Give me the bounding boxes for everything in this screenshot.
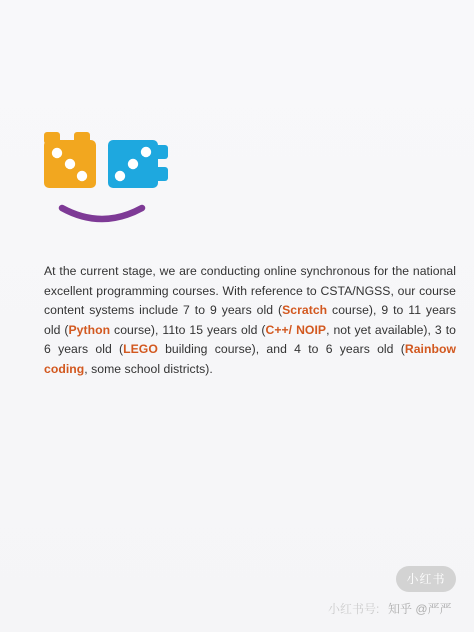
intro-text-6: , some school districts). [84,361,213,376]
intro-text-1: At the current stage, we are conducting online synchronous for the national excellent programming courses. With reference to CSTA/NGSS, our course content systems include 7 to 9 years old ( [44,264,456,318]
intro-text-2: course), 9 to 11 years old ( [44,303,456,337]
intro-text-4: , not yet available), 3 to 6 years old ( [44,322,456,357]
intro-text-3: course), 11to 15 years old ( [110,322,266,337]
course-python: Python [68,322,111,337]
watermark-zhihu-author: 知乎 @严严 [388,602,452,616]
intro-text-5: building course), and 4 to 6 years old ( [157,342,405,357]
smiling-bricks-logo [40,126,180,236]
watermark-account-label: 小红书号: [328,602,380,616]
course-scratch: Scratch [282,303,328,318]
course-lego: LEGO [123,342,158,357]
course-cpp-noip: C++/ NOIP [265,322,327,337]
watermark-badge: 小红书 [396,566,456,592]
yellow-brick-icon [44,132,96,188]
smile-curve-icon [62,208,142,219]
course-description [44,262,456,380]
blue-brick-icon [108,140,168,188]
course-rainbow-coding: Rainbow coding [44,342,456,376]
